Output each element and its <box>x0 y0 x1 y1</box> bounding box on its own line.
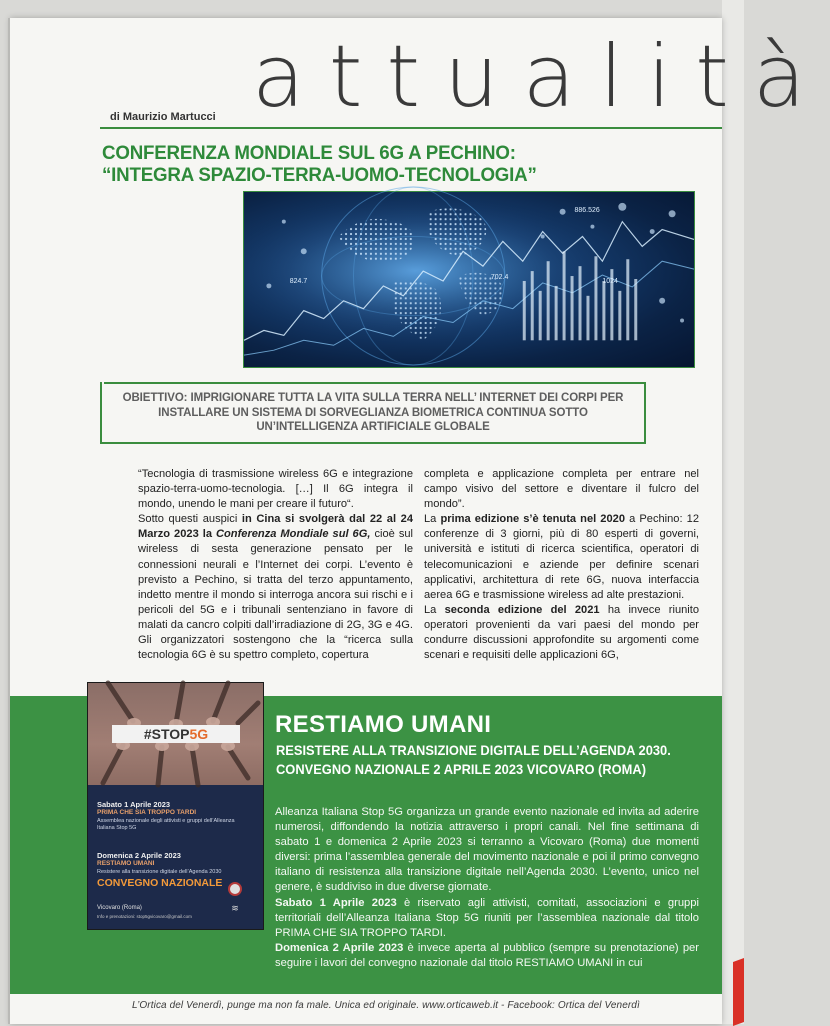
hero-image-globe <box>243 191 695 368</box>
headline-line-2: “INTEGRA SPAZIO-TERRA-UOMO-TECNOLOGIA” <box>102 164 537 186</box>
section-title: attualità <box>252 27 830 127</box>
paragraph: Alleanza Italiana Stop 5G organizza un grande evento nazionale ed invita ad aderire numerosi, diffondendo la notizia attraverso i propri canali. Nel fine settimana di sabato 1 e domenica 2 Aprile 2023 si terranno a Vicovaro (Roma) due momenti diversi: prima l’assemblea generale del movimento nazionale e poi il primo convegno italiano di resistenza alla transizione digitale nell’Agenda 2030. L’evento, unico nel genere, è suddiviso in due diverse giornate. <box>275 806 699 894</box>
opening-quote: “Tecnologia di trasmissione wireless 6G e integrazione spazio-terra-uomo-tecnologia. […] Il 6G integra il mondo, unendo le mani per creare il futuro“. <box>138 468 413 511</box>
poster-date-1: Sabato 1 Aprile 2023 <box>97 800 171 809</box>
article-column-1 <box>138 467 413 663</box>
globe-network-illustration <box>244 192 694 367</box>
poster-title-2: RESTIAMO UMANI <box>97 860 155 867</box>
alliance-logo-icon <box>228 882 242 896</box>
poster-title-1: PRIMA CHE SIA TROPPO TARDI <box>97 809 197 816</box>
banner-title: RESTIAMO UMANI <box>275 711 492 738</box>
headline-line-1: CONFERENZA MONDIALE SUL 6G A PECHINO: <box>102 142 516 164</box>
paragraph: Domenica 2 Aprile 2023 è invece aperta al pubblico (sempre su prenotazione) per seguire i lavori del convegno nazionale dal titolo RESTIAMO UMANI in cui <box>275 941 699 969</box>
paragraph: Sabato 1 Aprile 2023 è riservato agli attivisti, comitati, associazioni e gruppi territoriali dell’Alleanza Italiana Stop 5G riuniti per l’assemblea nazionale dal titolo PRIMA CHE SIA TROPPO TARDI. <box>275 896 699 939</box>
objective-text: OBIETTIVO: IMPRIGIONARE TUTTA LA VITA SULLA TERRA NELL’ INTERNET DEI CORPI PER INSTALLARE UN SISTEMA DI SORVEGLIANZA BIOMETRICA CONTINUA SOTTO UN’INTELLIGENZA ARTIFICIALE GLOBALE <box>122 392 624 433</box>
poster-convegno: CONVEGNO NAZIONALE <box>97 877 223 889</box>
hero-label-4: 1024 <box>602 277 618 285</box>
paragraph: completa e applicazione completa per entrare nel campo visivo del settore e diventare il fulcro del mondo”. <box>424 468 699 511</box>
paragraph: La seconda edizione del 2021 ha invece riunito operatori provenienti da vari paesi del mondo per condurre discussioni approfondite su argomenti come scenari e requisiti delle applicazioni 6G, <box>424 603 700 662</box>
poster-location: Vicovaro (Roma) <box>97 905 142 911</box>
page-footer: L’Ortica del Venerdì, punge ma non fa male. Unica ed originale. www.orticaweb.it - Facebook: Ortica del Venerdì <box>132 1000 640 1011</box>
poster-info: Info e prenotazioni: stop5gvicovaro@gmail.com <box>97 914 192 919</box>
bookmark-tab <box>733 958 744 1026</box>
hero-label-2: 824.7 <box>289 277 308 285</box>
stop5g-hashtag: #STOP5G <box>112 725 240 743</box>
hero-label-3: 702.4 <box>490 274 509 281</box>
poster-date-2: Domenica 2 Aprile 2023 <box>97 851 181 860</box>
event-poster <box>87 682 264 930</box>
page-edge <box>722 0 744 1024</box>
wifi-icon: ≋ <box>231 903 239 913</box>
banner-body <box>275 805 699 971</box>
banner-subtitle: RESISTERE ALLA TRANSIZIONE DIGITALE DELL’AGENDA 2030. CONVEGNO NAZIONALE 2 APRILE 2023 VICOVARO (ROMA) <box>276 742 671 777</box>
poster-subtitle-1: Assemblea nazionale degli attivisti e gruppi dell’Alleanza Italiana Stop 5G <box>97 818 235 831</box>
header-rule <box>100 127 722 129</box>
poster-subtitle-2: Resistere alla transizione digitale dell’Agenda 2030 <box>97 869 222 875</box>
article-headline <box>102 142 678 186</box>
byline: di Maurizio Martucci <box>110 111 216 123</box>
paragraph: La prima edizione s’è tenuta nel 2020 a Pechino: 12 conferenze di 3 giorni, più di 80 esperti di governi, università e istituti di ricerca scientifica, operatori di telecomunicazioni e aziende per definire scenari applicativi, architettura di rete 6G, nuova interfaccia aerea 6G e trasmissione wireless ad alte prestazioni. <box>424 513 700 601</box>
paragraph: Sotto questi auspici in Cina si svolgerà dal 22 al 24 Marzo 2023 la Conferenza Mondiale sul 6G, cioè sul wireless di sesta generazione pensato per le connessioni neurali e l’Internet dei corpi. L’evento è previsto a Pechino, si tratta del terzo appuntamento, indetto mentre il mondo si interroga ancora sui rischi e i pericoli del 5G e i tribunali sentenziano in favore di malati da cancro colpiti dall’irradiazione di 2G, 3G e 4G. Gli organizzatori sostengono che la “ricerca sulla tecnologia 6G è su spettro completo, copertura <box>138 513 414 662</box>
hero-label-1: 886.526 <box>574 206 600 214</box>
article-column-2 <box>424 467 699 663</box>
